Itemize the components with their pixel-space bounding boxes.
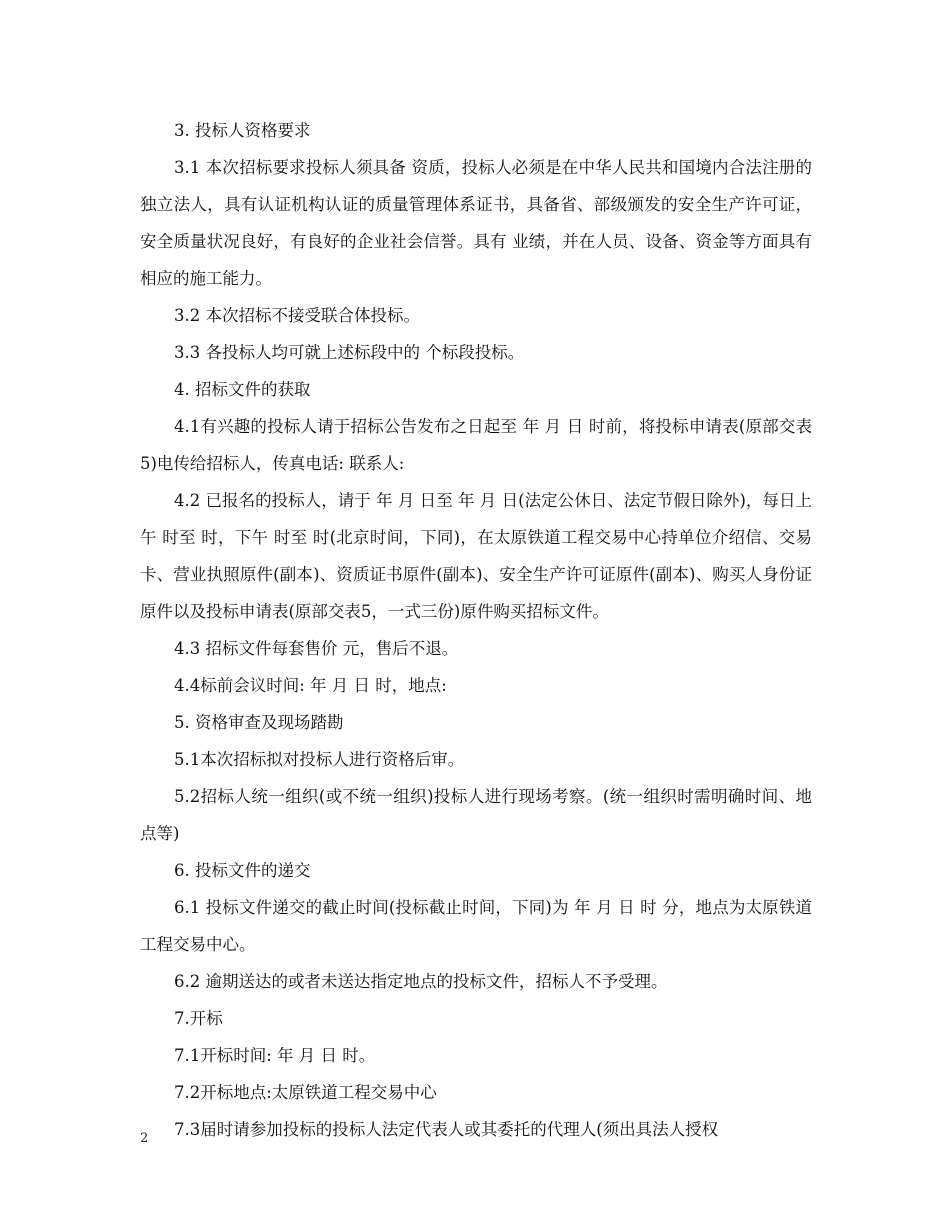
paragraph-6-1: 6.1 投标文件递交的截止时间(投标截止时间，下同)为 年 月 日 时 分，地点为太原铁道工程交易中心。 xyxy=(140,898,812,954)
document-body xyxy=(140,112,812,1148)
section-heading-bidder-qualifications: 3. 投标人资格要求 xyxy=(174,121,311,140)
paragraph-3-3: 3.3 各投标人均可就上述标段中的 个标段投标。 xyxy=(174,343,525,362)
paragraph-4-1: 4.1有兴趣的投标人请于招标公告发布之日起至 年 月 日 时前，将投标申请表(原部交表5)电传给招标人，传真电话: 联系人: xyxy=(140,417,812,473)
paragraph-6-2: 6.2 逾期送达的或者未送达指定地点的投标文件，招标人不予受理。 xyxy=(174,972,668,991)
page-number: 2 xyxy=(140,1131,149,1146)
paragraph-7-1: 7.1开标时间: 年 月 日 时。 xyxy=(174,1046,376,1065)
paragraph-7-3: 7.3届时请参加投标的投标人法定代表人或其委托的代理人(须出具法人授权 xyxy=(174,1120,719,1139)
paragraph-5-1: 5.1本次招标拟对投标人进行资格后审。 xyxy=(174,750,465,769)
paragraph-5-2: 5.2招标人统一组织(或不统一组织)投标人进行现场考察。(统一组织时需明确时间、地点等) xyxy=(140,787,812,843)
paragraph-4-3: 4.3 招标文件每套售价 元，售后不退。 xyxy=(174,639,459,658)
section-heading-obtain-documents: 4. 招标文件的获取 xyxy=(174,380,311,399)
paragraph-4-4: 4.4标前会议时间: 年 月 日 时，地点: xyxy=(174,676,447,695)
section-heading-bid-opening: 7.开标 xyxy=(174,1009,223,1028)
paragraph-3-1: 3.1 本次招标要求投标人须具备 资质，投标人必须是在中华人民共和国境内合法注册的独立法人，具有认证机构认证的质量管理体系证书，具备省、部级颁发的安全生产许可证，安全质量状况良好，有良好的企业社会信誉。具有 业绩，并在人员、设备、资金等方面具有相应的施工能力。 xyxy=(140,158,812,288)
section-heading-submission: 6. 投标文件的递交 xyxy=(174,861,311,880)
section-heading-qualification-review: 5. 资格审查及现场踏勘 xyxy=(174,713,344,732)
paragraph-3-2: 3.2 本次招标不接受联合体投标。 xyxy=(174,306,420,325)
paragraph-7-2: 7.2开标地点:太原铁道工程交易中心 xyxy=(174,1083,437,1102)
paragraph-4-2: 4.2 已报名的投标人，请于 年 月 日至 年 月 日(法定公休日、法定节假日除外)，每日上午 时至 时，下午 时至 时(北京时间，下同)，在太原铁道工程交易中心持单位介绍信、交易卡、营业执照原件(副本)、资质证书原件(副本)、安全生产许可证原件(副本)、购买人身份证原件以及投标申请表(原部交表5，一式三份)原件购买招标文件。 xyxy=(140,491,812,621)
